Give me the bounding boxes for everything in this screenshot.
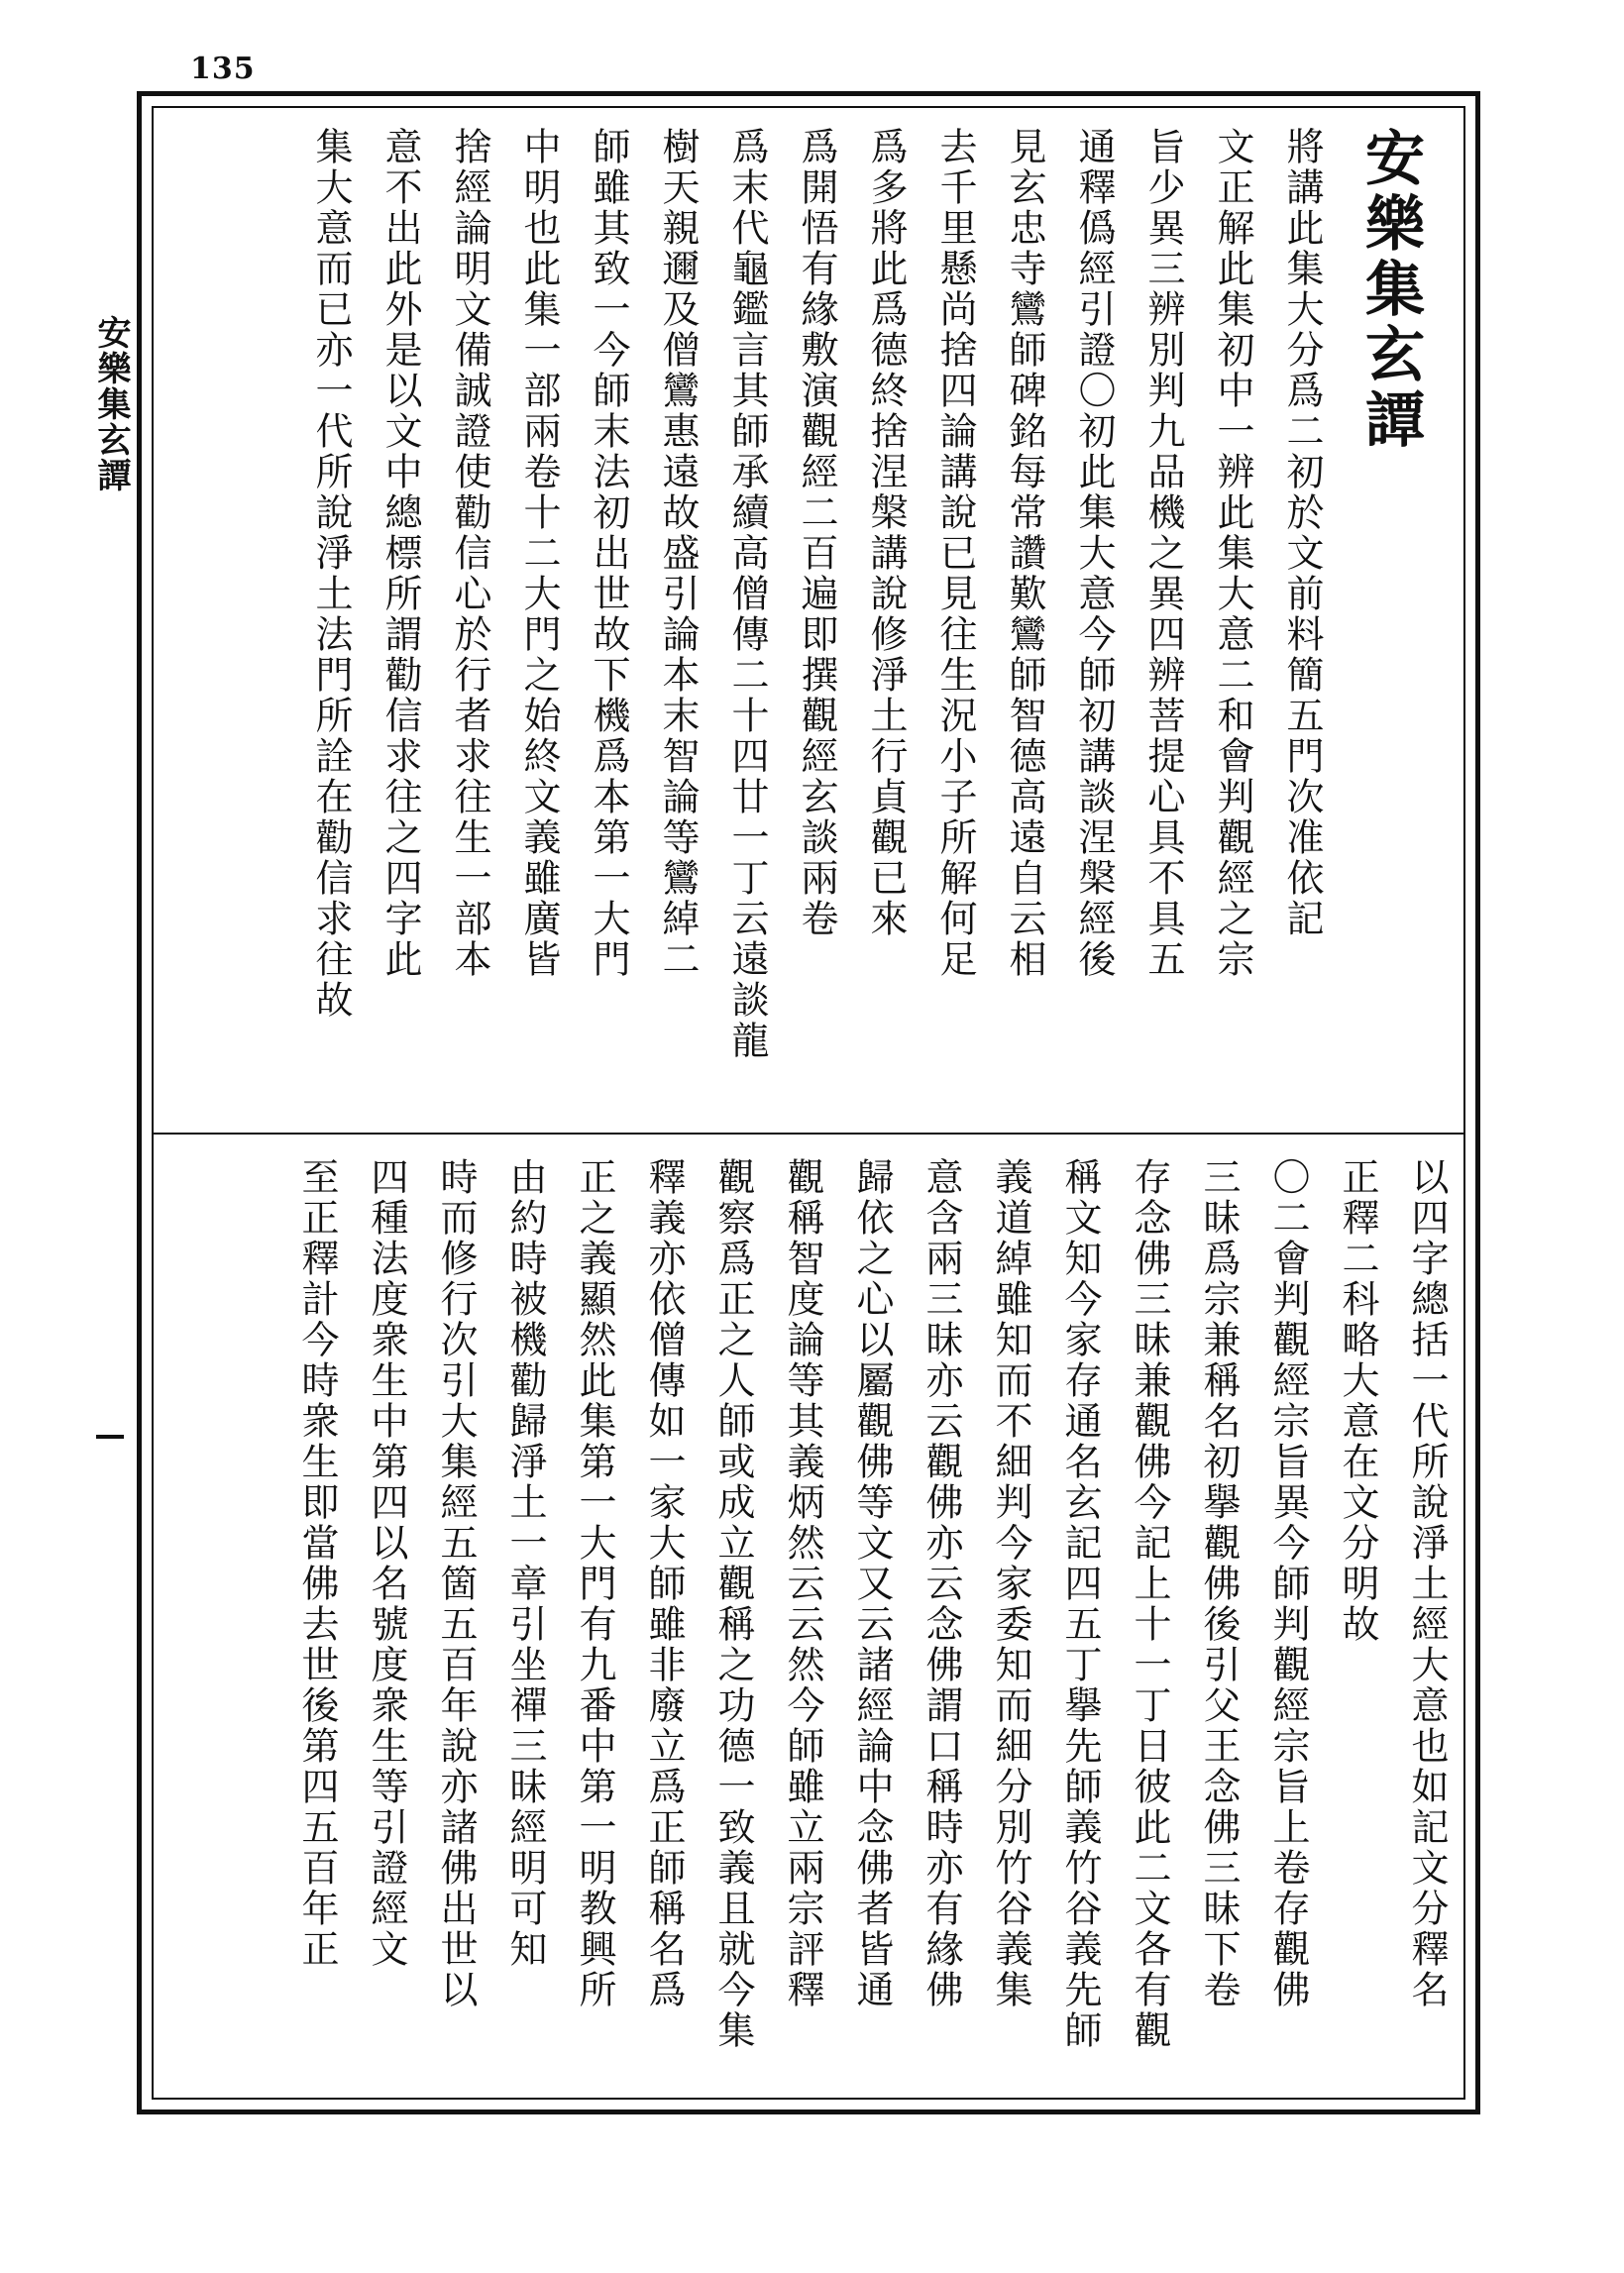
- text-column: 觀察爲正之人師或成立觀稱之功德一致義且就今集: [711, 1157, 755, 2051]
- text-column: 〇二會判觀經宗旨異今師判觀經宗旨上卷存觀佛: [1266, 1157, 1310, 2010]
- lower-text-block: [183, 1157, 1462, 2079]
- text-column: 通釋僞經引證〇初此集大意今師初講談涅槃經後: [1072, 127, 1116, 980]
- text-column: 存念佛三昧兼觀佛今記上十一丁日彼此二文各有觀: [1128, 1157, 1171, 2051]
- text-column: 意含兩三昧亦云觀佛亦云念佛謂口稱時亦有緣佛: [920, 1157, 963, 2010]
- text-column: 樹天親邇及僧鸞惠遠故盛引論本末智論等鸞綽二: [656, 127, 700, 980]
- text-column: 將講此集大分爲二初於文前料簡五門次准依記: [1280, 127, 1324, 939]
- text-column: 釋義亦依僧傳如一家大師雖非廢立爲正師稱名爲: [642, 1157, 686, 2010]
- text-column: 爲多將此爲德終捨涅槃講說修淨土行貞觀已來: [864, 127, 908, 939]
- book-title: 安樂集玄譚: [1355, 127, 1425, 454]
- margin-running-title: 安樂集玄譚: [91, 315, 131, 493]
- text-column: 稱文知今家存通名玄記四五丁擧先師義竹谷義先師: [1058, 1157, 1102, 2051]
- text-column: 正之義顯然此集第一大門有九番中第一明教興所: [573, 1157, 616, 2010]
- upper-text-block: [183, 127, 1444, 1113]
- text-column: 意不出此外是以文中總標所謂勸信求往之四字此: [379, 127, 422, 980]
- text-column: 時而修行次引大集經五箇五百年說亦諸佛出世以: [434, 1157, 478, 2010]
- text-column: 至正釋計今時衆生即當佛去世後第四五百年正: [295, 1157, 339, 1970]
- text-column: 捨經論明文備誠證使勸信心於行者求往生一部本: [448, 127, 491, 980]
- text-column: 中明也此集一部兩卷十二大門之始終文義雖廣皆: [517, 127, 561, 980]
- text-column: 旨少異三辨別判九品機之異四辨菩提心具不具五: [1141, 127, 1185, 980]
- text-column: 文正解此集初中一辨此集大意二和會判觀經之宗: [1211, 127, 1254, 980]
- text-column: 集大意而已亦一代所說淨土法門所詮在勸信求往故: [309, 127, 353, 1021]
- text-column: 由約時被機勸歸淨土一章引坐禪三昧經明可知: [503, 1157, 547, 1970]
- text-column: 去千里懸尚捨四論講說已見往生況小子所解何足: [933, 127, 977, 980]
- margin-mark: [96, 1435, 124, 1439]
- text-column: 三昧爲宗兼稱名初擧觀佛後引父王念佛三昧下卷: [1197, 1157, 1241, 2010]
- text-column: 爲末代龜鑑言其師承續高僧傳二十四廿一丁云遠談龍: [725, 127, 769, 1061]
- text-column: 觀稱智度論等其義炳然云云然今師雖立兩宗評釋: [781, 1157, 824, 2010]
- section-divider: [152, 1133, 1465, 1135]
- text-column: 義道綽雖知而不細判今家委知而細分別竹谷義集: [989, 1157, 1032, 2010]
- text-column: 以四字總括一代所說淨土經大意也如記文分釋名: [1405, 1157, 1449, 2010]
- text-column: 四種法度衆生中第四以名號度衆生等引證經文: [365, 1157, 408, 1970]
- text-column: 見玄忠寺鸞師碑銘每常讚歎鸞師智德高遠自云相: [1003, 127, 1046, 980]
- text-column: 歸依之心以屬觀佛等文又云諸經論中念佛者皆通: [850, 1157, 894, 2010]
- text-column: 師雖其致一今師末法初出世故下機爲本第一大門: [587, 127, 630, 980]
- text-column: 爲開悟有緣敷演觀經二百遍即撰觀經玄談兩卷: [795, 127, 838, 939]
- page-number: 135: [190, 52, 256, 86]
- text-column: 正釋二科略大意在文分明故: [1336, 1157, 1379, 1645]
